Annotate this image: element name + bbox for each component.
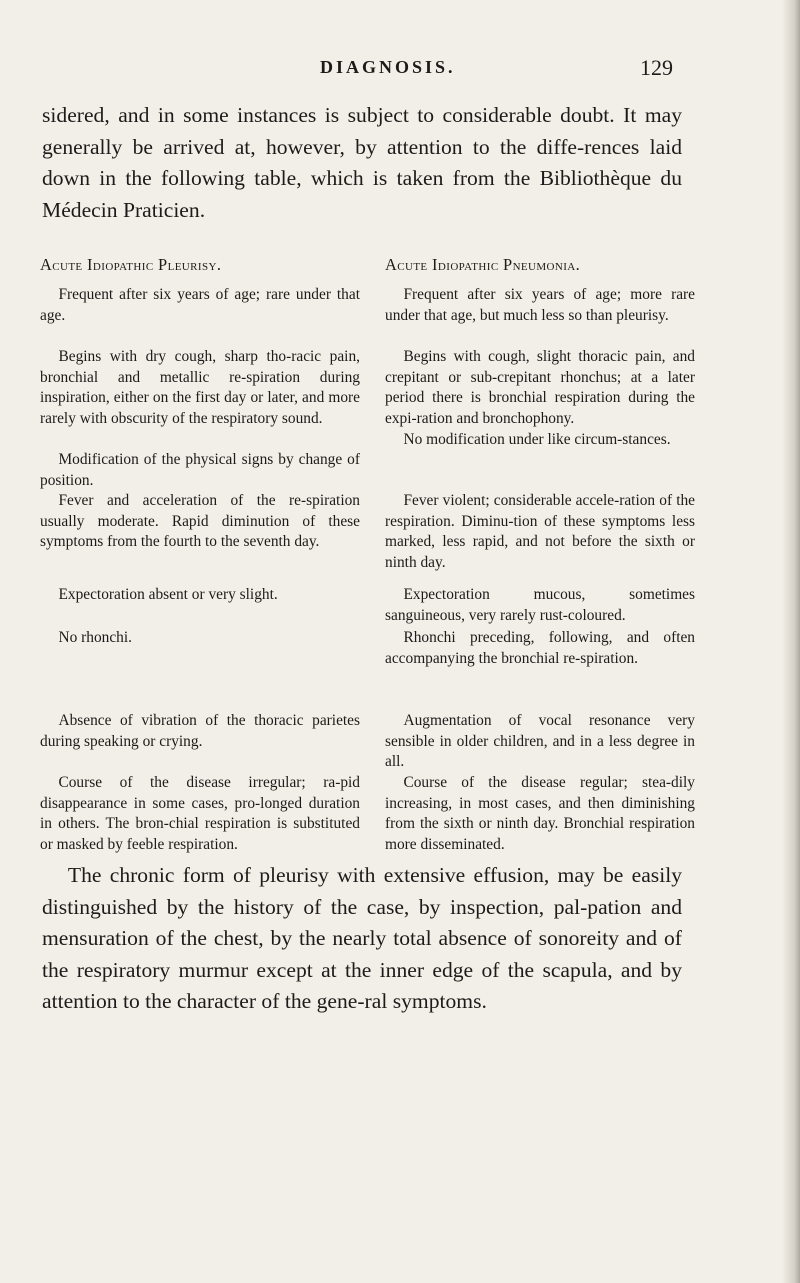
pleurisy-entry-fever: Fever and acceleration of the re-spiration usually moderate. Rapid diminution of these symptoms from the fourth to the seventh day.: [40, 492, 360, 550]
pneumonia-entry-age: Frequent after six years of age; more rare under that age, but much less so than pleurisy.: [385, 286, 695, 324]
pleurisy-entry-course: Course of the disease irregular; ra-pid disappearance in some cases, pro-longed duration in others. The bron-chial respiration is substituted or masked by feeble respiration.: [40, 774, 360, 853]
pleurisy-column: [40, 255, 360, 853]
pleurisy-entry-age: Frequent after six years of age; rare under that age.: [40, 286, 360, 324]
closing-paragraph: The chronic form of pleurisy with extensive effusion, may be easily distinguished by the history of the case, by inspection, pal-pation and mensuration of the chest, by the nearly total absence of sonoreity and of the respiratory murmur except at the inner edge of the scapula, and by attention to the character of the gene-ral symptoms.: [42, 863, 682, 1014]
pleurisy-entry-position: Modification of the physical signs by change of position.: [40, 451, 360, 489]
intro-paragraph: sidered, and in some instances is subject to considerable doubt. It may generally be arrived at, however, by attention to the diffe-rences laid down in the following table, which is taken from the Bibliothèque du Médecin Praticien.: [42, 103, 682, 222]
pneumonia-entry-course: Course of the disease regular; stea-dily increasing, in most cases, and then diminishing from the sixth or ninth day. Bronchial respiration more disseminated.: [385, 774, 695, 853]
pneumonia-heading: Acute Idiopathic Pneumonia.: [385, 255, 581, 274]
pneumonia-column: [385, 255, 695, 853]
pneumonia-entry-rhonchi: Rhonchi preceding, following, and often accompanying the bronchial re-spiration.: [385, 629, 695, 667]
pneumonia-entry-fever: Fever violent; considerable accele-ration of the respiration. Diminu-tion of these symptoms less marked, less rapid, and not before the sixth or ninth day.: [385, 492, 695, 571]
pneumonia-entry-position: No modification under like circum-stances.: [403, 431, 671, 448]
page-header: [0, 55, 800, 85]
running-head: DIAGNOSIS.: [320, 57, 456, 77]
pneumonia-entry-resonance: Augmentation of vocal resonance very sensible in older children, and in a less degree in all.: [385, 712, 695, 770]
pneumonia-entry-expectoration: Expectoration mucous, sometimes sanguineous, very rarely rust-coloured.: [385, 586, 695, 624]
pleurisy-entry-rhonchi: No rhonchi.: [58, 629, 132, 646]
page-number: 129: [640, 55, 673, 80]
pleurisy-heading: Acute Idiopathic Pleurisy.: [40, 255, 222, 274]
pleurisy-entry-vibration: Absence of vibration of the thoracic parietes during speaking or crying.: [40, 712, 360, 750]
page-edge-shadow: [782, 0, 800, 1283]
pneumonia-entry-onset: Begins with cough, slight thoracic pain, and crepitant or sub-crepitant rhonchus; at a later period there is bronchial respiration during the expi-ration and bronchophony.: [385, 348, 695, 427]
pleurisy-entry-expectoration: Expectoration absent or very slight.: [58, 586, 278, 603]
pleurisy-entry-onset: Begins with dry cough, sharp tho-racic pain, bronchial and metallic re-spiration during inspiration, either on the first day or later, and more rarely with obscurity of the respiratory sound.: [40, 348, 360, 427]
